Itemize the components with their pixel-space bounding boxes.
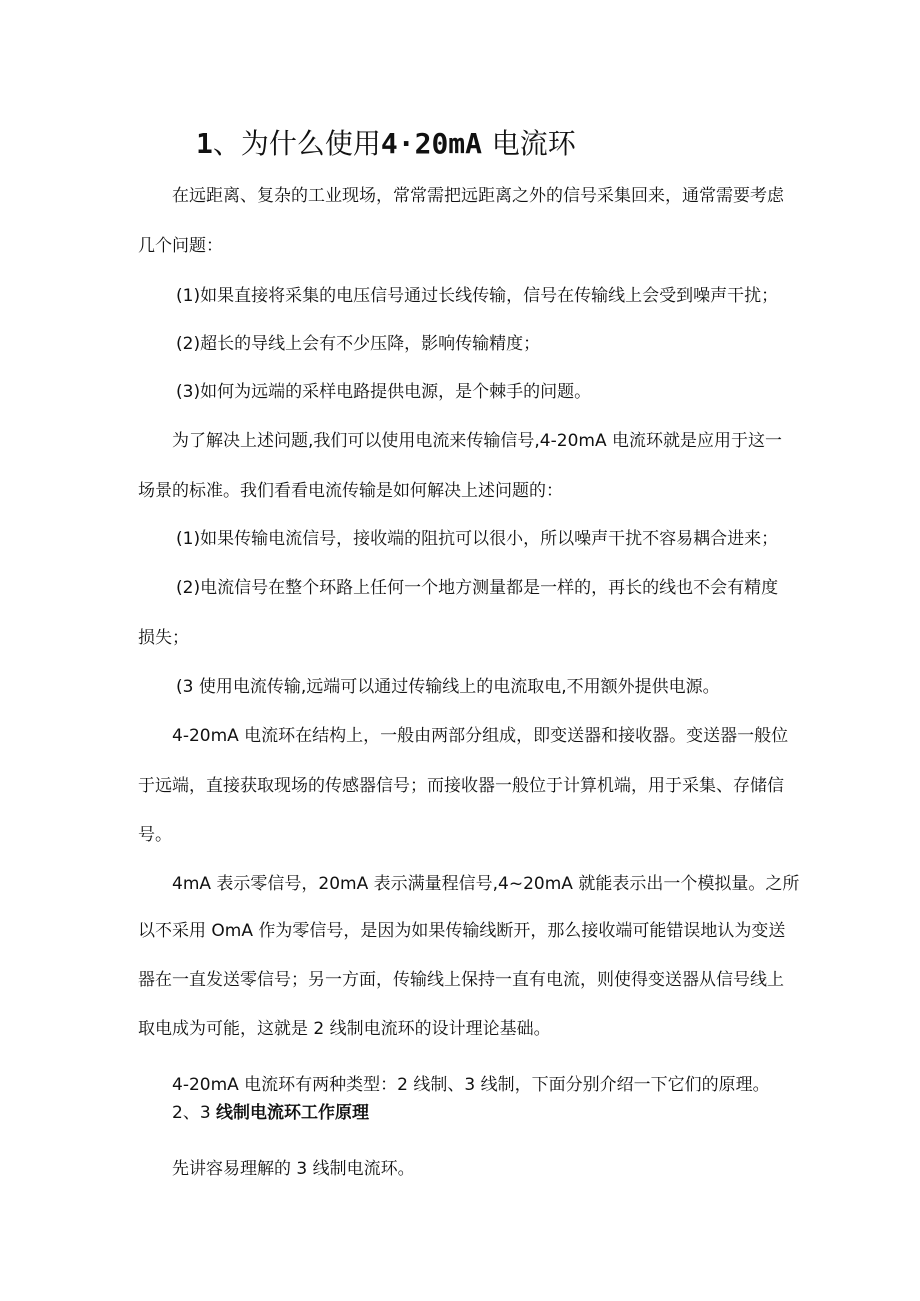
para-3-line-2: 于远端，直接获取现场的传感器信号；而接收器一般位于计算机端，用于采集、存储信	[138, 776, 784, 796]
question-2: (2)超长的导线上会有不少压降，影响传输精度；	[176, 334, 541, 354]
section-1-title	[196, 124, 576, 164]
section-2-title: 线制电流环工作原理	[216, 1103, 370, 1123]
answer-2-line-2: 损失；	[138, 628, 189, 648]
para-1-line-1: 在远距离、复杂的工业现场，常常需把远距离之外的信号采集回来，通常需要考虑	[172, 186, 784, 206]
para-3-line-3: 号。	[138, 825, 172, 845]
para-4-line-3: 器在一直发送零信号；另一方面，传输线上保持一直有电流，则使得变送器从信号线上	[138, 970, 784, 990]
para-6: 先讲容易理解的 3 线制电流环。	[172, 1159, 415, 1179]
section-2-heading	[172, 1102, 822, 1124]
para-1-line-2: 几个问题：	[138, 236, 223, 256]
answer-3: (3 使用电流传输,远端可以通过传输线上的电流取电,不用额外提供电源。	[176, 677, 720, 697]
title-number: 1	[196, 127, 213, 160]
question-1: (1)如果直接将采集的电压信号通过长线传输，信号在传输线上会受到噪声干扰；	[176, 286, 779, 306]
title-text-part2: 电流环	[491, 127, 576, 160]
title-code: 4·20mA	[380, 127, 483, 160]
para-3-line-1: 4-20mA 电流环在结构上，一般由两部分组成，即变送器和接收器。变送器一般位	[172, 726, 789, 746]
para-2-line-2: 场景的标准。我们看看电流传输是如何解决上述问题的：	[138, 481, 563, 501]
para-4-line-4: 取电成为可能，这就是 2 线制电流环的设计理论基础。	[138, 1019, 551, 1039]
para-4-line-1: 4mA 表示零信号，20mA 表示满量程信号,4~20mA 就能表示出一个模拟量。之所	[172, 874, 800, 894]
answer-1: (1)如果传输电流信号，接收端的阻抗可以很小，所以噪声干扰不容易耦合进来；	[176, 529, 779, 549]
para-4-line-2: 以不采用 OmA 作为零信号，是因为如果传输线断开，那么接收端可能错误地认为变送	[138, 921, 786, 941]
para-5: 4-20mA 电流环有两种类型：2 线制、3 线制，下面分别介绍一下它们的原理。	[172, 1075, 770, 1095]
title-text-part1: 、为什么使用	[212, 127, 381, 160]
section-2-number: 2、3	[172, 1103, 217, 1123]
para-2-line-1: 为了解决上述问题,我们可以使用电流来传输信号,4-20mA 电流环就是应用于这一	[172, 431, 782, 451]
answer-2-line-1: (2)电流信号在整个环路上任何一个地方测量都是一样的，再长的线也不会有精度	[176, 578, 779, 598]
question-3: (3)如何为远端的采样电路提供电源，是个棘手的问题。	[176, 382, 592, 402]
